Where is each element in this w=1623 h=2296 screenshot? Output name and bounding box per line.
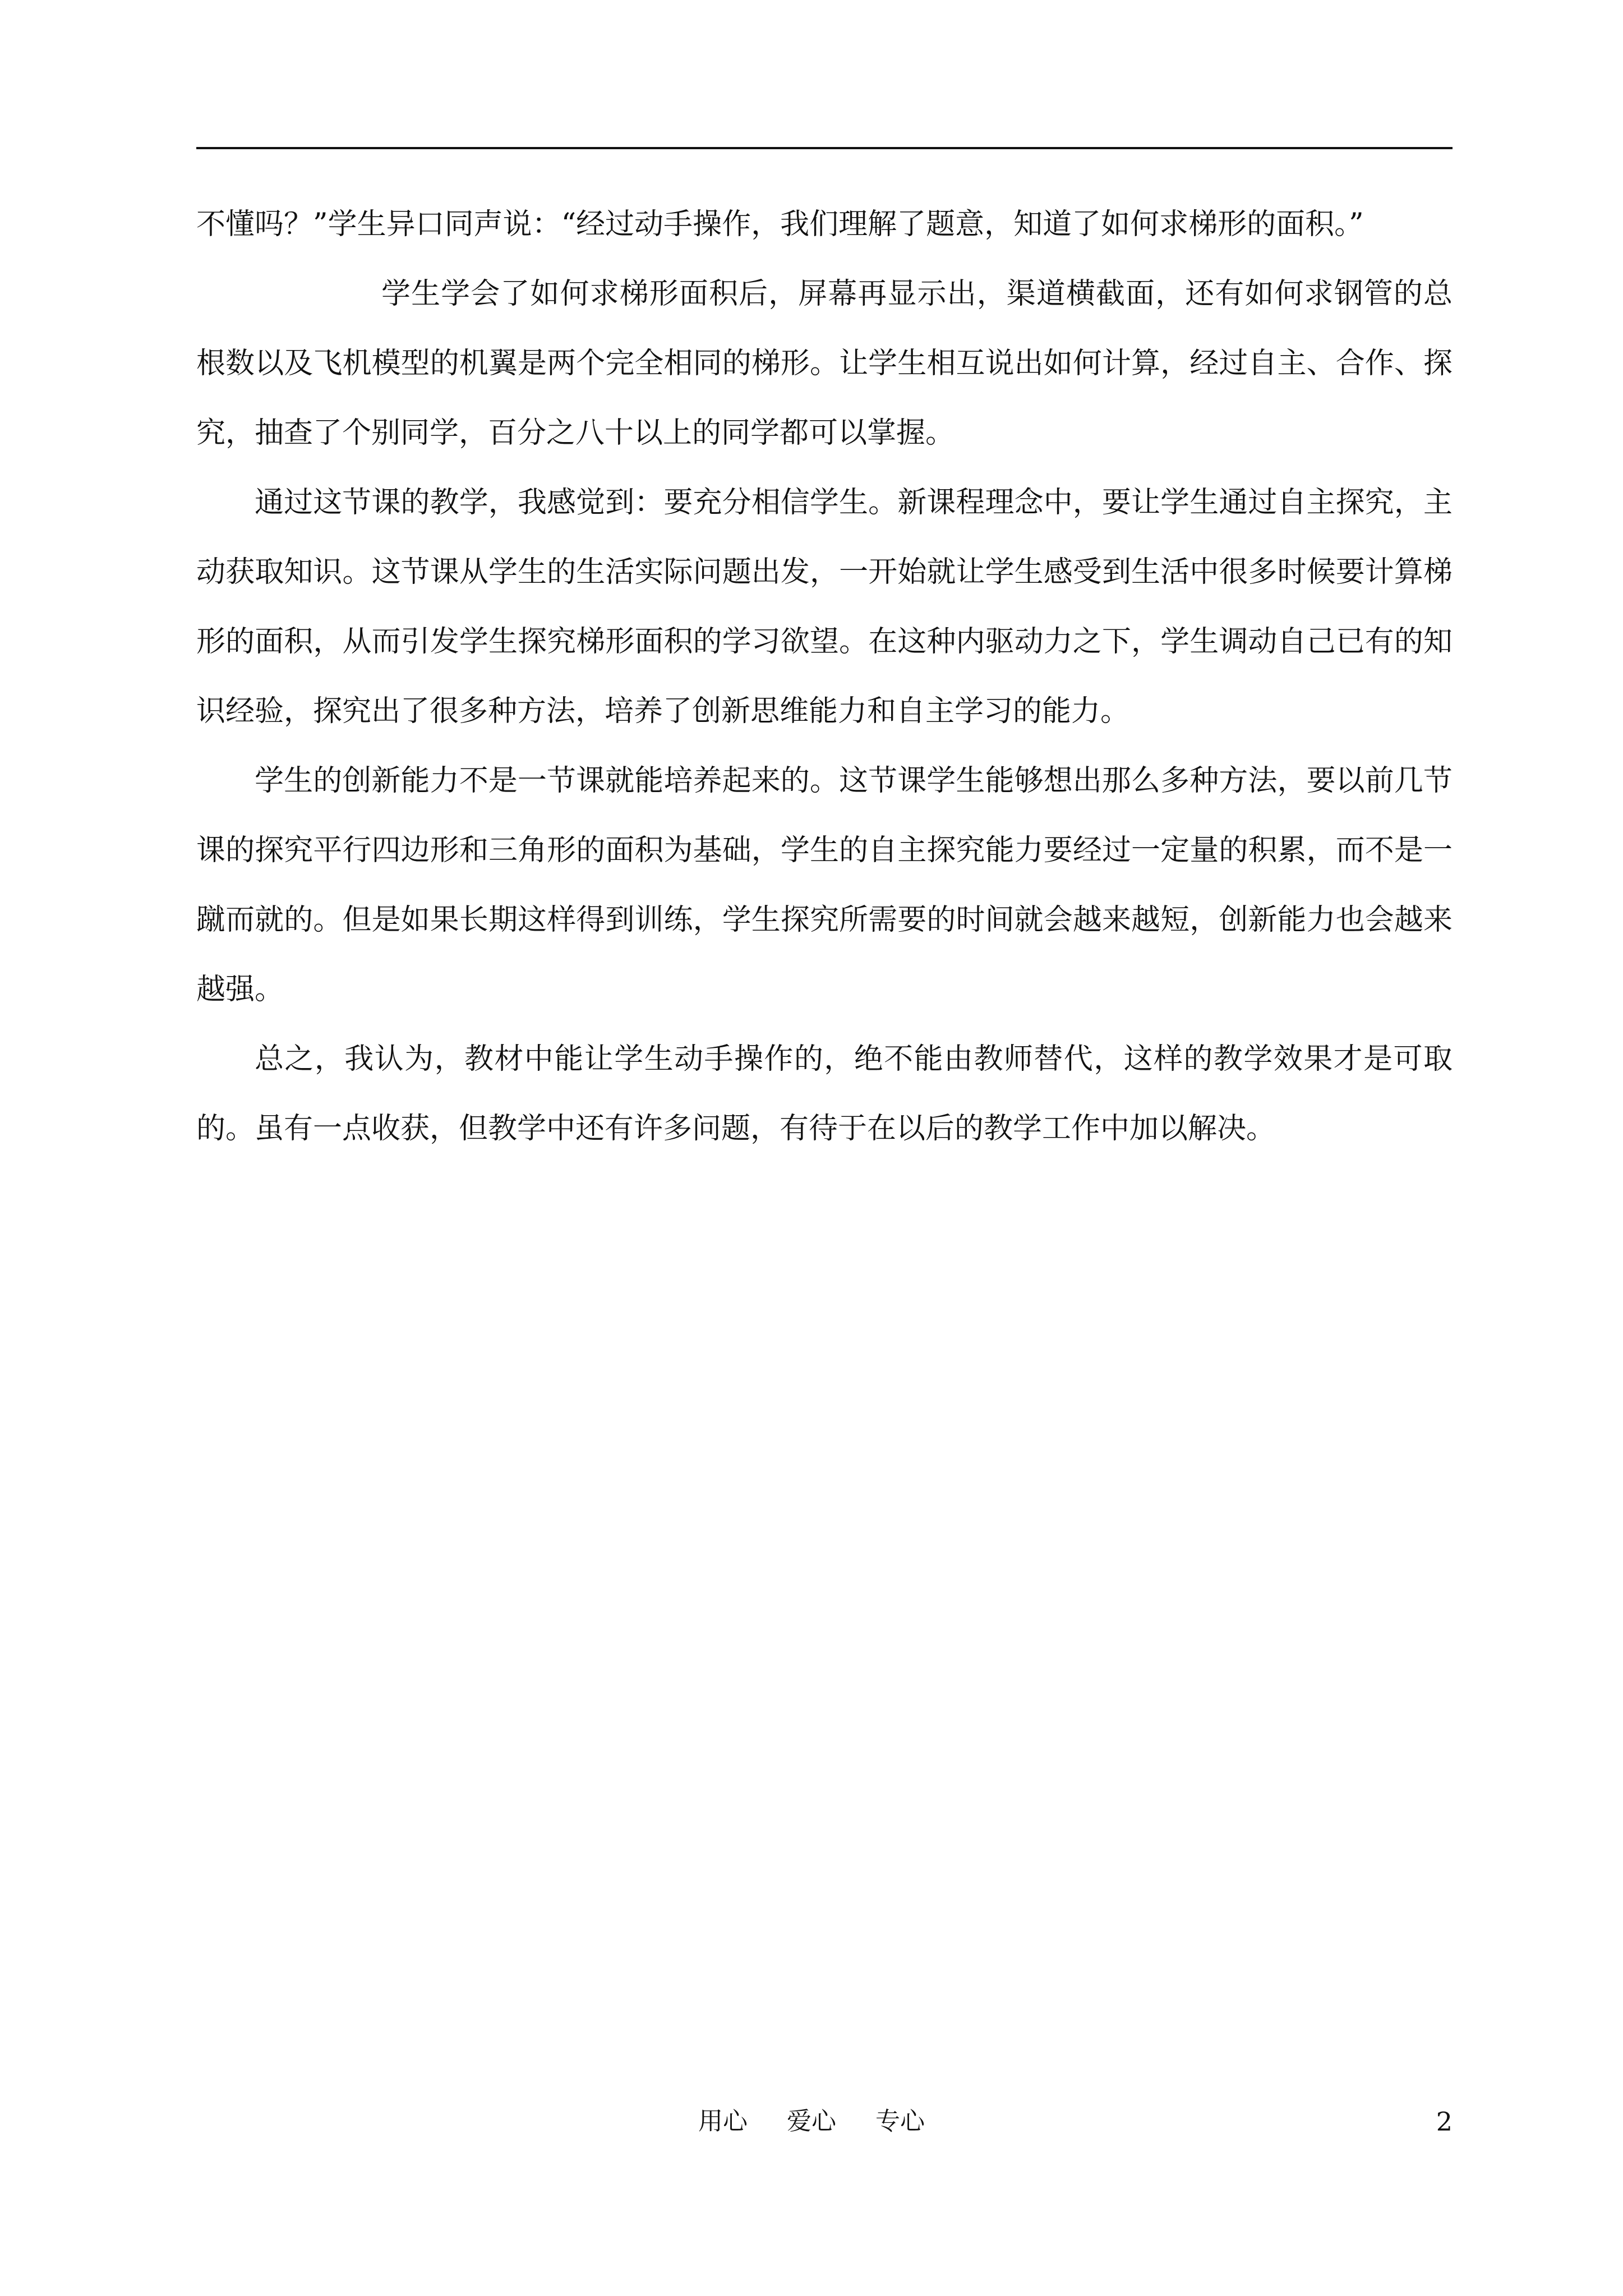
footer-motto bbox=[0, 2105, 1623, 2138]
paragraph-continuation: 不懂吗？”学生异口同声说：“经过动手操作，我们理解了题意，知道了如何求梯形的面积。” bbox=[196, 208, 1364, 241]
footer-motto-item: 专心 bbox=[875, 2107, 925, 2136]
footer-motto-item: 用心 bbox=[698, 2107, 748, 2136]
paragraph-conclusion: 总之，我认为，教材中能让学生动手操作的，绝不能由教师替代，这样的教学效果才是可取的。虽有一点收获，但教学中还有许多问题，有待于在以后的教学工作中加以解决。 bbox=[196, 1042, 1453, 1145]
document-body bbox=[196, 190, 1453, 1163]
paragraph-reflection: 通过这节课的教学，我感觉到：要充分相信学生。新课程理念中，要让学生通过自主探究，主动获取知识。这节课从学生的生活实际问题出发，一开始就让学生感受到生活中很多时候要计算梯形的面积，从而引发学生探究梯形面积的学习欲望。在这种内驱动力之下，学生调动自己已有的知识经验，探究出了很多种方法，培养了创新思维能力和自主学习的能力。 bbox=[196, 486, 1453, 728]
paragraph-students-learned: 学生学会了如何求梯形面积后，屏幕再显示出，渠道横截面，还有如何求钢管的总根数以及飞机模型的机翼是两个完全相同的梯形。让学生相互说出如何计算，经过自主、合作、探究，抽查了个别同学，百分之八十以上的同学都可以掌握。 bbox=[196, 277, 1453, 450]
header-rule bbox=[196, 147, 1453, 149]
footer-motto-item: 爱心 bbox=[787, 2107, 836, 2136]
page-number: 2 bbox=[1436, 2106, 1453, 2137]
paragraph-innovation-ability: 学生的创新能力不是一节课就能培养起来的。这节课学生能够想出那么多种方法，要以前几节课的探究平行四边形和三角形的面积为基础，学生的自主探究能力要经过一定量的积累，而不是一蹴而就的。但是如果长期这样得到训练，学生探究所需要的时间就会越来越短，创新能力也会越来越强。 bbox=[196, 764, 1453, 1006]
